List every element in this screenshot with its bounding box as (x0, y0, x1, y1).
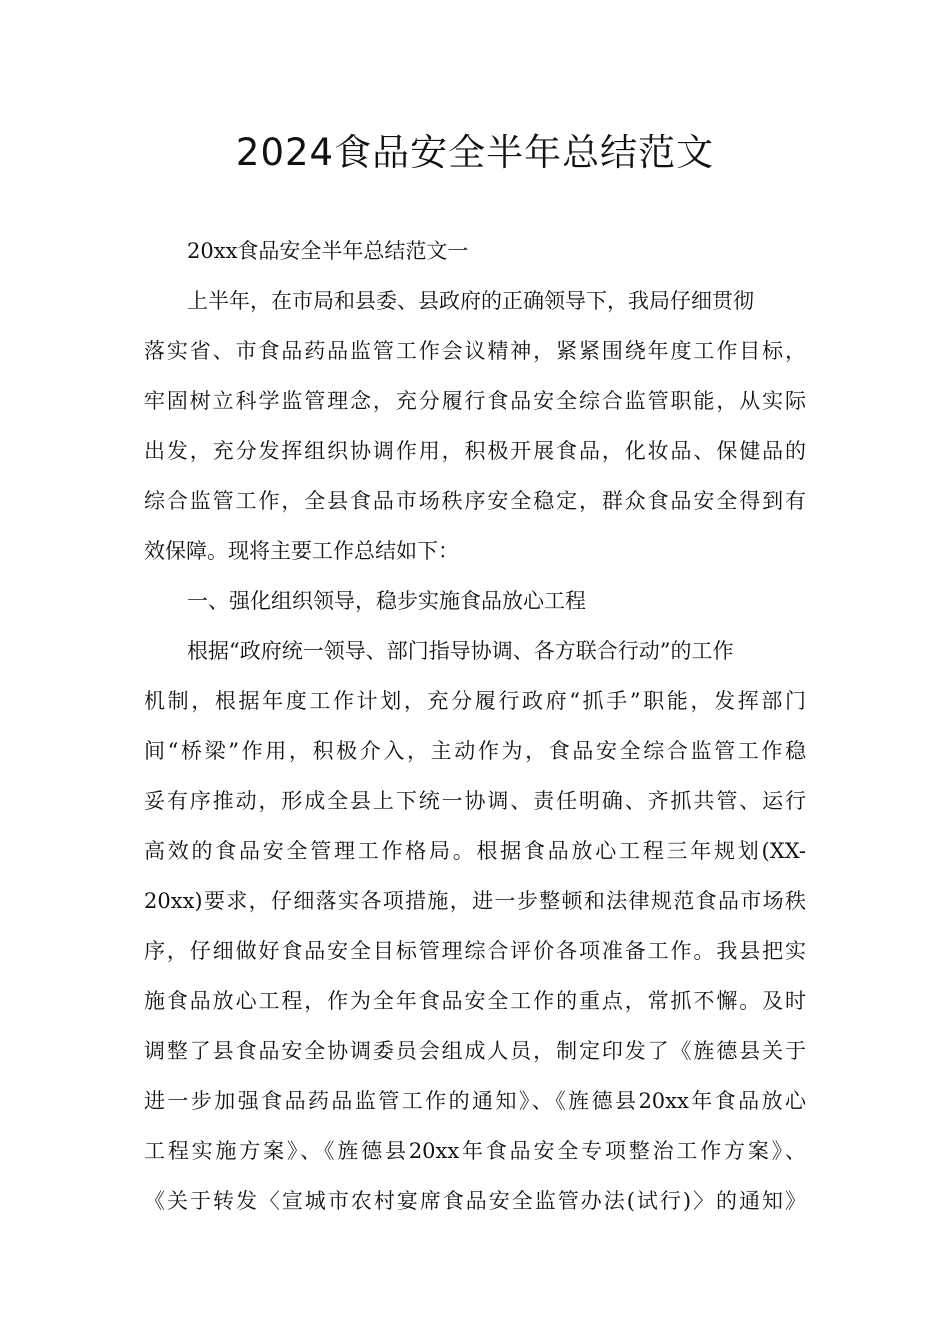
paragraph-line: 上半年，在市局和县委、县政府的正确领导下，我局仔细贯彻 (187, 289, 754, 313)
paragraph-line: 进一步加强食品药品监管工作的通知》、《旌德县20xx年食品放心 (144, 1089, 806, 1113)
paragraph-line: 综合监管工作，全县食品市场秩序安全稳定，群众食品安全得到有 (144, 489, 806, 513)
paragraph-line: 调整了县食品安全协调委员会组成人员，制定印发了《旌德县关于 (144, 1039, 806, 1063)
subtitle-line: 20xx食品安全半年总结范文一 (187, 239, 469, 263)
paragraph-line: 效保障。现将主要工作总结如下： (144, 539, 459, 563)
paragraph-line: 间“桥梁”作用，积极介入，主动作为，食品安全综合监管工作稳 (144, 739, 806, 763)
paragraph-line: 工程实施方案》、《旌德县20xx年食品安全专项整治工作方案》、 (144, 1139, 806, 1163)
paragraph-line: 20xx)要求，仔细落实各项措施，进一步整顿和法律规范食品市场秩 (144, 889, 806, 913)
paragraph-line: 高效的食品安全管理工作格局。根据食品放心工程三年规划(XX- (144, 839, 806, 863)
paragraph-line: 牢固树立科学监管理念，充分履行食品安全综合监管职能，从实际 (144, 389, 806, 413)
paragraph-line: 序，仔细做好食品安全目标管理综合评价各项准备工作。我县把实 (144, 939, 806, 963)
document-title: 2024食品安全半年总结范文 (235, 131, 715, 174)
paragraph-line: 落实省、市食品药品监管工作会议精神，紧紧围绕年度工作目标， (144, 339, 806, 363)
section-heading: 一、强化组织领导，稳步实施食品放心工程 (187, 589, 586, 613)
paragraph-line: 机制，根据年度工作计划，充分履行政府“抓手”职能，发挥部门 (144, 689, 806, 713)
paragraph-line: 《关于转发〈宣城市农村宴席食品安全监管办法(试行)〉的通知》 (144, 1189, 806, 1213)
paragraph-line: 根据“政府统一领导、部门指导协调、各方联合行动”的工作 (187, 639, 734, 663)
paragraph-line: 出发，充分发挥组织协调作用，积极开展食品，化妆品、保健品的 (144, 439, 806, 463)
paragraph-line: 妥有序推动，形成全县上下统一协调、责任明确、齐抓共管、运行 (144, 789, 806, 813)
paragraph-line: 施食品放心工程，作为全年食品安全工作的重点，常抓不懈。及时 (144, 989, 806, 1013)
